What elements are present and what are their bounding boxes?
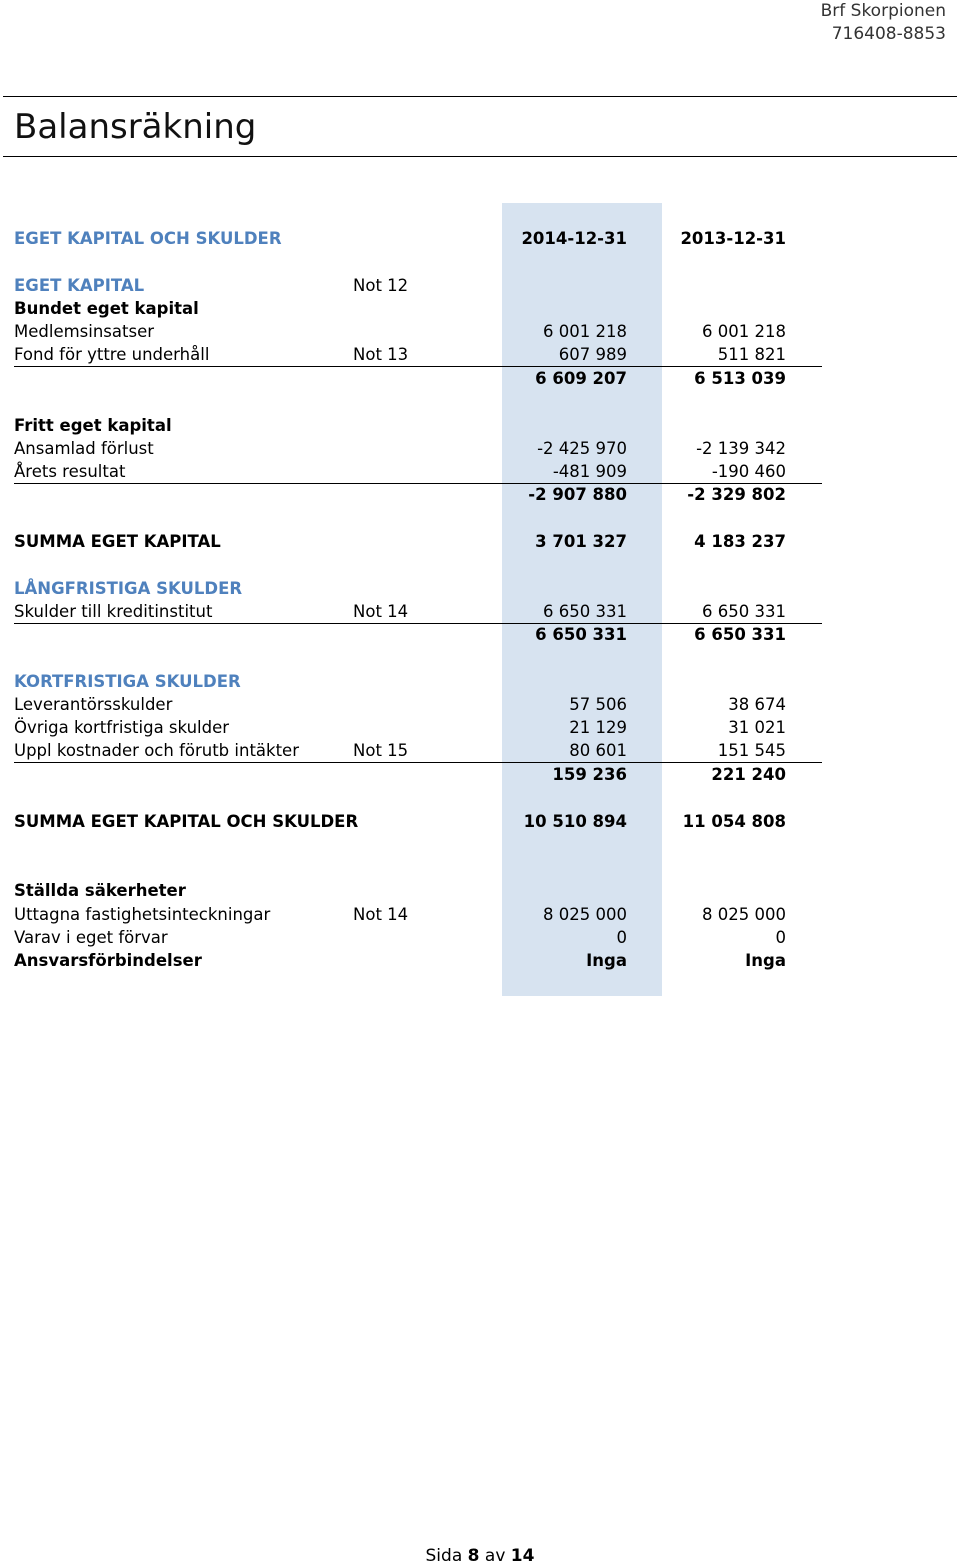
table-row: [14, 460, 822, 484]
row-label: Fritt eget kapital: [14, 416, 172, 435]
value-2013: 4 183 237: [694, 532, 786, 551]
row-label: Bundet eget kapital: [14, 299, 199, 318]
table-row: [14, 693, 822, 716]
row-label: Varav i eget förvar: [14, 928, 168, 947]
value-2013: 6 650 331: [702, 602, 786, 621]
row-note: Not 14: [353, 602, 409, 621]
value-2014: 607 989: [558, 345, 627, 364]
row-label: Årets resultat: [14, 462, 126, 481]
table-row: [14, 274, 822, 297]
value-2014: 3 701 327: [535, 532, 627, 551]
value-2014: 57 506: [569, 695, 627, 714]
table-row: [14, 670, 822, 693]
total-page-count: 14: [510, 1546, 535, 1566]
table-row: [14, 879, 822, 902]
row-label: Fond för yttre underhåll: [14, 345, 210, 364]
row-label: Medlemsinsatser: [14, 322, 155, 341]
column-header-2013: 2013-12-31: [680, 229, 786, 248]
value-2014: Inga: [586, 951, 627, 970]
page-label: Sida: [425, 1546, 463, 1566]
table-row: [14, 763, 822, 786]
value-2014: -481 909: [552, 462, 627, 481]
row-label: Uttagna fastighetsinteckningar: [14, 905, 271, 924]
page-footer: [0, 1544, 960, 1568]
table-row: [14, 949, 822, 972]
value-2013: 151 545: [717, 741, 786, 760]
row-label: Övriga kortfristiga skulder: [14, 718, 230, 737]
table-row: [14, 600, 822, 624]
value-2014: 8 025 000: [543, 905, 627, 924]
row-label: Ansamlad förlust: [14, 439, 154, 458]
table-row: [14, 903, 822, 926]
value-2014: -2 907 880: [528, 485, 627, 504]
value-2013: 6 650 331: [694, 625, 786, 644]
row-note: Not 12: [353, 276, 409, 295]
table-row: [14, 926, 822, 949]
value-2014: 159 236: [552, 765, 627, 784]
value-2014: 80 601: [569, 741, 627, 760]
table-heading: EGET KAPITAL OCH SKULDER: [14, 229, 282, 248]
table-row: [14, 577, 822, 600]
value-2014: -2 425 970: [537, 439, 627, 458]
table-row: [14, 343, 822, 367]
page-title: Balansräkning: [14, 107, 257, 147]
table-row: [14, 739, 822, 763]
table-row: [14, 367, 822, 390]
value-2013: 8 025 000: [702, 905, 786, 924]
table-row: [14, 810, 822, 833]
value-2013: 6 001 218: [702, 322, 786, 341]
row-note: Not 13: [353, 345, 409, 364]
organization-name: Brf Skorpionen: [820, 1, 946, 21]
value-2013: 221 240: [711, 765, 786, 784]
value-2013: 511 821: [717, 345, 786, 364]
row-label: EGET KAPITAL: [14, 276, 145, 295]
table-row: [14, 716, 822, 739]
table-row: [14, 414, 822, 437]
value-2013: -190 460: [711, 462, 786, 481]
value-2013: 0: [775, 928, 786, 947]
table-row: [14, 483, 822, 506]
row-label: Skulder till kreditinstitut: [14, 602, 213, 621]
value-2014: 6 650 331: [543, 602, 627, 621]
value-2014: 6 609 207: [535, 369, 627, 388]
value-2014: 0: [616, 928, 627, 947]
value-2013: 6 513 039: [694, 369, 786, 388]
organization-number: 716408-8853: [831, 24, 946, 44]
page-separator: av: [484, 1546, 506, 1566]
value-2013: Inga: [745, 951, 786, 970]
table-row: [14, 437, 822, 460]
value-2014: 6 650 331: [535, 625, 627, 644]
row-label: LÅNGFRISTIGA SKULDER: [14, 579, 243, 598]
row-label: Ställda säkerheter: [14, 881, 186, 900]
row-label: SUMMA EGET KAPITAL OCH SKULDER: [14, 812, 359, 831]
value-2013: 31 021: [728, 718, 786, 737]
value-2013: 11 054 808: [682, 812, 786, 831]
row-note: Not 15: [353, 741, 409, 760]
value-2014: 21 129: [569, 718, 627, 737]
row-label: Ansvarsförbindelser: [14, 951, 202, 970]
value-2013: -2 329 802: [687, 485, 786, 504]
column-header-2014: 2014-12-31: [521, 229, 627, 248]
current-page-number: 8: [467, 1546, 480, 1566]
table-row: [14, 320, 822, 343]
row-note: Not 14: [353, 905, 409, 924]
table-row: [14, 530, 822, 553]
row-label: Leverantörsskulder: [14, 695, 173, 714]
value-2013: 38 674: [728, 695, 786, 714]
table-header-row: [14, 227, 822, 250]
value-2014: 6 001 218: [543, 322, 627, 341]
table-row: [14, 623, 822, 646]
value-2013: -2 139 342: [696, 439, 786, 458]
table-row: [14, 297, 822, 320]
row-label: KORTFRISTIGA SKULDER: [14, 672, 241, 691]
row-label: Uppl kostnader och förutb intäkter: [14, 741, 299, 760]
value-2014: 10 510 894: [523, 812, 627, 831]
row-label: SUMMA EGET KAPITAL: [14, 532, 221, 551]
